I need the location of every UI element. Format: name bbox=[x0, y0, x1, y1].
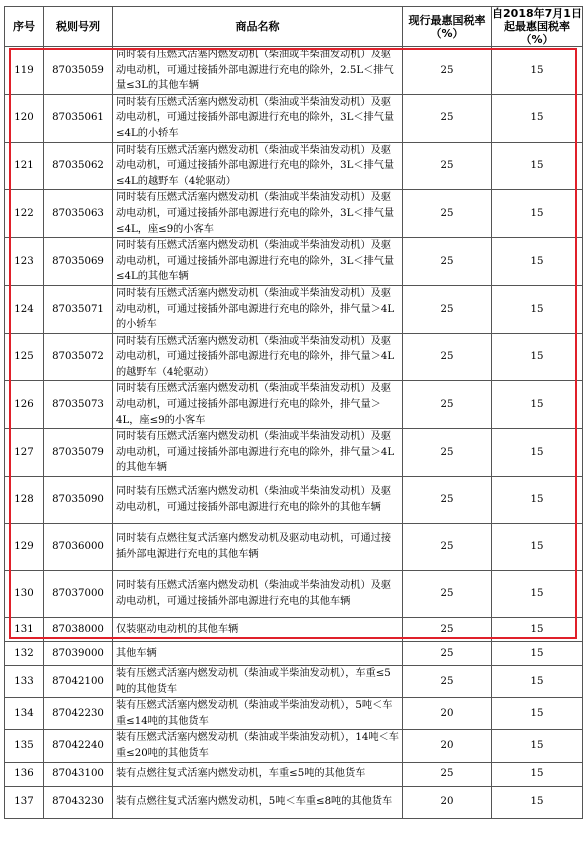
row-name: 同时装有压燃式活塞内燃发动机（柴油或半柴油发动机）及驱动电动机，可通过接插外部电源进行充电的除外，排气量＞4L，座≤9的小客车 bbox=[113, 381, 403, 429]
row-new-rate: 15 bbox=[492, 190, 583, 238]
row-seq: 130 bbox=[5, 571, 44, 618]
table-row bbox=[5, 142, 583, 190]
header-new-rate: 自2018年7月1日起最惠国税率（%） bbox=[492, 7, 582, 46]
row-current-rate: 25 bbox=[403, 238, 492, 286]
row-name: 同时装有压燃式活塞内燃发动机（柴油或半柴油发动机）及驱动电动机，可通过接插外部电源进行充电的除外的其他车辆 bbox=[113, 477, 403, 524]
row-seq: 128 bbox=[5, 477, 44, 524]
tariff-table bbox=[4, 6, 583, 819]
row-new-rate: 15 bbox=[492, 429, 583, 477]
row-current-rate: 25 bbox=[403, 381, 492, 429]
row-code: 87035061 bbox=[44, 94, 113, 142]
row-name: 同时装有压燃式活塞内燃发动机（柴油或半柴油发动机）及驱动电动机，可通过接插外部电源进行充电的其他车辆 bbox=[113, 571, 403, 618]
header-current-rate: 现行最惠国税率（%） bbox=[403, 7, 492, 47]
row-name: 装有压燃式活塞内燃发动机（柴油或半柴油发动机），14吨＜车重≤20吨的其他货车 bbox=[113, 730, 403, 762]
row-name: 同时装有压燃式活塞内燃发动机（柴油或半柴油发动机）及驱动电动机，可通过接插外部电源进行充电的除外，排气量＞4L的小轿车 bbox=[113, 285, 403, 333]
row-name: 仅装驱动电动机的其他车辆 bbox=[113, 618, 403, 642]
row-current-rate: 25 bbox=[403, 94, 492, 142]
row-current-rate: 20 bbox=[403, 730, 492, 762]
table-row bbox=[5, 333, 583, 381]
row-current-rate: 25 bbox=[403, 285, 492, 333]
table-row bbox=[5, 381, 583, 429]
table-row bbox=[5, 94, 583, 142]
row-new-rate: 15 bbox=[492, 47, 583, 95]
row-name: 同时装有压燃式活塞内燃发动机（柴油或半柴油发动机）及驱动电动机，可通过接插外部电源进行充电的除外，2.5L＜排气量≤3L的其他车辆 bbox=[113, 47, 403, 95]
row-current-rate: 25 bbox=[403, 47, 492, 95]
row-current-rate: 25 bbox=[403, 190, 492, 238]
table-row bbox=[5, 786, 583, 818]
row-new-rate: 15 bbox=[492, 94, 583, 142]
table-row bbox=[5, 429, 583, 477]
row-current-rate: 25 bbox=[403, 333, 492, 381]
row-new-rate: 15 bbox=[492, 285, 583, 333]
row-seq: 132 bbox=[5, 642, 44, 666]
row-seq: 127 bbox=[5, 429, 44, 477]
row-seq: 129 bbox=[5, 524, 44, 571]
row-new-rate: 15 bbox=[492, 666, 583, 698]
row-seq: 119 bbox=[5, 47, 44, 95]
table-row bbox=[5, 698, 583, 730]
row-seq: 137 bbox=[5, 786, 44, 818]
table-row bbox=[5, 618, 583, 642]
row-new-rate: 15 bbox=[492, 618, 583, 642]
row-code: 87035079 bbox=[44, 429, 113, 477]
row-seq: 133 bbox=[5, 666, 44, 698]
row-code: 87035072 bbox=[44, 333, 113, 381]
row-code: 87035063 bbox=[44, 190, 113, 238]
table-row bbox=[5, 477, 583, 524]
row-code: 87035073 bbox=[44, 381, 113, 429]
row-code: 87037000 bbox=[44, 571, 113, 618]
row-new-rate: 15 bbox=[492, 142, 583, 190]
row-name: 同时装有压燃式活塞内燃发动机（柴油或半柴油发动机）及驱动电动机，可通过接插外部电源进行充电的除外，3L＜排气量≤4L的越野车（4轮驱动） bbox=[113, 142, 403, 190]
row-seq: 126 bbox=[5, 381, 44, 429]
row-new-rate: 15 bbox=[492, 524, 583, 571]
row-code: 87036000 bbox=[44, 524, 113, 571]
row-code: 87042100 bbox=[44, 666, 113, 698]
row-code: 87035090 bbox=[44, 477, 113, 524]
row-code: 87043230 bbox=[44, 786, 113, 818]
row-new-rate: 15 bbox=[492, 381, 583, 429]
table-row bbox=[5, 190, 583, 238]
row-current-rate: 25 bbox=[403, 762, 492, 786]
row-current-rate: 25 bbox=[403, 571, 492, 618]
row-code: 87043100 bbox=[44, 762, 113, 786]
table-row bbox=[5, 642, 583, 666]
row-code: 87042240 bbox=[44, 730, 113, 762]
row-name: 装有点燃往复式活塞内燃发动机，5吨＜车重≤8吨的其他货车 bbox=[113, 786, 403, 818]
row-current-rate: 25 bbox=[403, 666, 492, 698]
row-code: 87035062 bbox=[44, 142, 113, 190]
row-new-rate: 15 bbox=[492, 762, 583, 786]
table-row bbox=[5, 666, 583, 698]
row-new-rate: 15 bbox=[492, 333, 583, 381]
row-current-rate: 20 bbox=[403, 698, 492, 730]
row-seq: 135 bbox=[5, 730, 44, 762]
header-row bbox=[5, 7, 583, 47]
row-seq: 131 bbox=[5, 618, 44, 642]
row-name: 装有压燃式活塞内燃发动机（柴油或半柴油发动机），5吨＜车重≤14吨的其他货车 bbox=[113, 698, 403, 730]
row-name: 同时装有压燃式活塞内燃发动机（柴油或半柴油发动机）及驱动电动机，可通过接插外部电源进行充电的除外，3L＜排气量≤4L的小轿车 bbox=[113, 94, 403, 142]
row-code: 87035071 bbox=[44, 285, 113, 333]
row-current-rate: 25 bbox=[403, 618, 492, 642]
table-row bbox=[5, 571, 583, 618]
row-new-rate: 15 bbox=[492, 477, 583, 524]
row-name: 同时装有压燃式活塞内燃发动机（柴油或半柴油发动机）及驱动电动机，可通过接插外部电源进行充电的除外，排气量＞4L的越野车（4轮驱动） bbox=[113, 333, 403, 381]
row-current-rate: 25 bbox=[403, 142, 492, 190]
header-name: 商品名称 bbox=[113, 7, 403, 47]
row-seq: 134 bbox=[5, 698, 44, 730]
row-seq: 136 bbox=[5, 762, 44, 786]
table-row bbox=[5, 730, 583, 762]
row-name: 同时装有点燃往复式活塞内燃发动机及驱动电动机，可通过接插外部电源进行充电的其他车辆 bbox=[113, 524, 403, 571]
table-row bbox=[5, 762, 583, 786]
row-new-rate: 15 bbox=[492, 730, 583, 762]
row-code: 87035059 bbox=[44, 47, 113, 95]
row-name: 同时装有压燃式活塞内燃发动机（柴油或半柴油发动机）及驱动电动机，可通过接插外部电源进行充电的除外，排气量＞4L的其他车辆 bbox=[113, 429, 403, 477]
row-new-rate: 15 bbox=[492, 698, 583, 730]
row-code: 87038000 bbox=[44, 618, 113, 642]
row-seq: 120 bbox=[5, 94, 44, 142]
row-seq: 123 bbox=[5, 238, 44, 286]
row-name: 装有压燃式活塞内燃发动机（柴油或半柴油发动机），车重≤5吨的其他货车 bbox=[113, 666, 403, 698]
table-row bbox=[5, 47, 583, 95]
row-seq: 122 bbox=[5, 190, 44, 238]
row-code: 87042230 bbox=[44, 698, 113, 730]
row-current-rate: 25 bbox=[403, 642, 492, 666]
header-code: 税则号列 bbox=[44, 7, 113, 47]
row-code: 87035069 bbox=[44, 238, 113, 286]
row-current-rate: 20 bbox=[403, 786, 492, 818]
row-name: 装有点燃往复式活塞内燃发动机，车重≤5吨的其他货车 bbox=[113, 762, 403, 786]
row-seq: 121 bbox=[5, 142, 44, 190]
row-name: 其他车辆 bbox=[113, 642, 403, 666]
row-name: 同时装有压燃式活塞内燃发动机（柴油或半柴油发动机）及驱动电动机，可通过接插外部电源进行充电的除外，3L＜排气量≤4L的其他车辆 bbox=[113, 238, 403, 286]
row-new-rate: 15 bbox=[492, 786, 583, 818]
header-seq: 序号 bbox=[5, 7, 44, 47]
row-name: 同时装有压燃式活塞内燃发动机（柴油或半柴油发动机）及驱动电动机，可通过接插外部电源进行充电的除外，3L＜排气量≤4L，座≤9的小客车 bbox=[113, 190, 403, 238]
row-new-rate: 15 bbox=[492, 642, 583, 666]
table-row bbox=[5, 285, 583, 333]
row-current-rate: 25 bbox=[403, 524, 492, 571]
row-current-rate: 25 bbox=[403, 429, 492, 477]
table-row bbox=[5, 238, 583, 286]
row-new-rate: 15 bbox=[492, 238, 583, 286]
row-seq: 124 bbox=[5, 285, 44, 333]
table-row bbox=[5, 524, 583, 571]
row-code: 87039000 bbox=[44, 642, 113, 666]
row-seq: 125 bbox=[5, 333, 44, 381]
row-current-rate: 25 bbox=[403, 477, 492, 524]
row-new-rate: 15 bbox=[492, 571, 583, 618]
